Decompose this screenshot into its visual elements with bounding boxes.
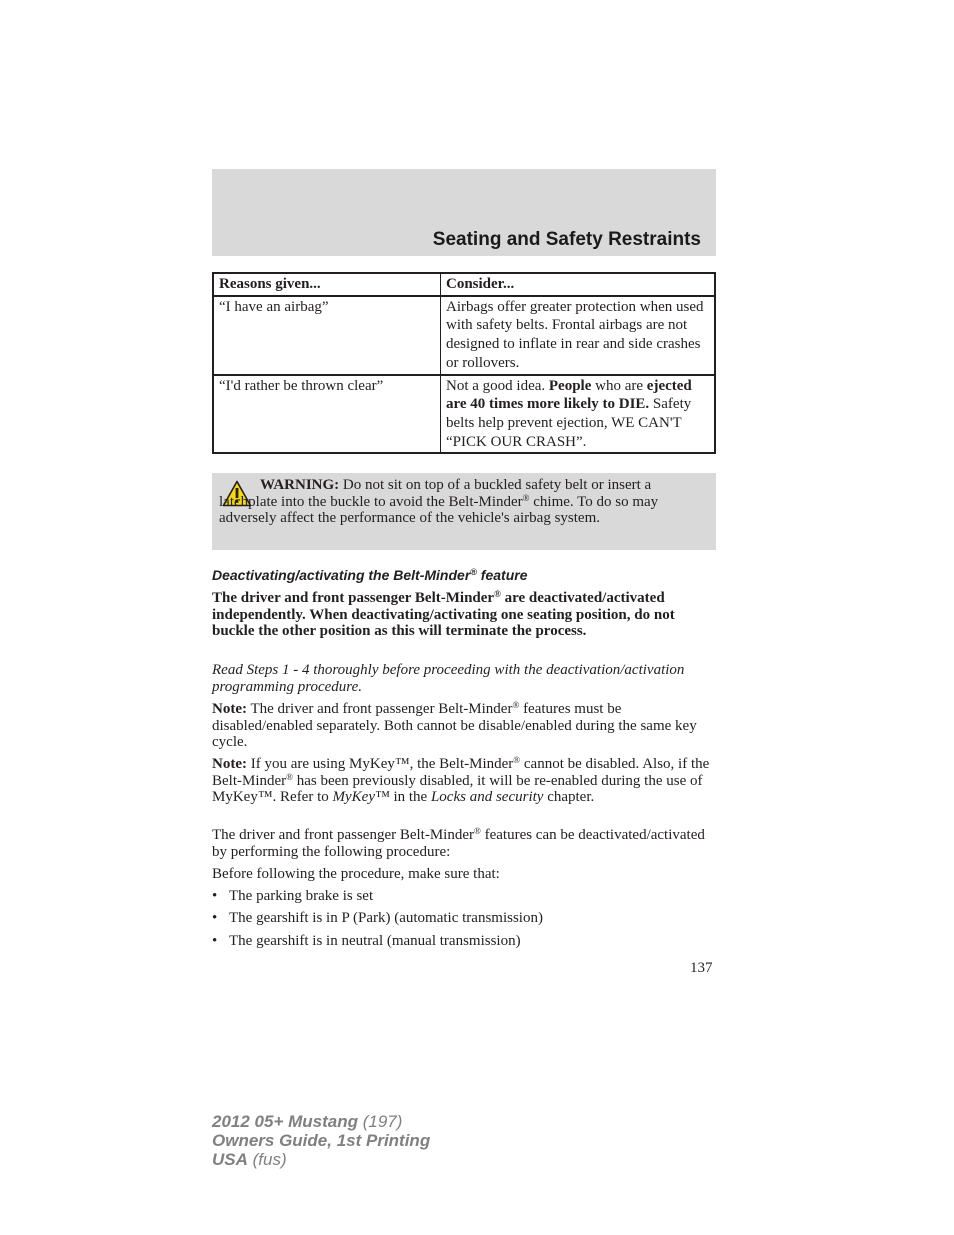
footer-line-region: USA (fus)	[212, 1150, 287, 1169]
list-item: • The parking brake is set	[212, 888, 374, 904]
table-header-consider: Consider...	[441, 273, 716, 296]
footer-line-guide: Owners Guide, 1st Printing	[212, 1131, 431, 1150]
intro-paragraph: The driver and front passenger Belt-Minder® are deactivated/activated independently. When deactivating/activating one seating position, do not buckle the other position as this will terminate the process.	[212, 589, 675, 639]
table-cell-reason: “I have an airbag”	[213, 296, 441, 375]
procedure-paragraph: The driver and front passenger Belt-Minder® features can be deactivated/activated by performing the following procedure:	[212, 826, 705, 860]
warning-box	[212, 473, 716, 550]
table-cell-reason: “I'd rather be thrown clear”	[213, 375, 441, 454]
document-footer	[212, 1112, 430, 1169]
footer-line-model: 2012 05+ Mustang (197)	[212, 1112, 403, 1131]
table-header-reasons: Reasons given...	[213, 273, 441, 296]
list-item: • The gearshift is in neutral (manual transmission)	[212, 933, 521, 949]
instruction-paragraph: Read Steps 1 - 4 thoroughly before proceeding with the deactivation/activation programming procedure.	[212, 662, 685, 695]
table-row	[213, 296, 715, 375]
warning-text: WARNING: Do not sit on top of a buckled safety belt or insert a latchplate into the buckle to avoid the Belt-Minder® chime. To do so may adversely affect the performance of the vehicle's airbag system.	[219, 477, 659, 526]
note-paragraph-mykey: Note: If you are using MyKey™, the Belt-Minder® cannot be disabled. Also, if the Belt-Minder® has been previously disabled, it will be re-enabled during the use of MyKey™. Refer to MyKey™ in the Locks and security chapter.	[212, 755, 710, 805]
table-cell-consider: Airbags offer greater protection when used with safety belts. Frontal airbags are not designed to inflate in rear and side crashes or rollovers.	[441, 296, 716, 375]
page-header	[212, 169, 716, 256]
list-item: • The gearshift is in P (Park) (automatic transmission)	[212, 910, 543, 926]
chapter-title: Seating and Safety Restraints	[432, 229, 701, 250]
reasons-table	[212, 272, 716, 454]
checklist-intro: Before following the procedure, make sure that:	[212, 866, 500, 882]
table-row	[213, 375, 715, 454]
page-number: 137	[690, 960, 713, 976]
table-header-row	[213, 273, 715, 296]
section-heading: Deactivating/activating the Belt-Minder® feature	[212, 567, 528, 583]
warning-label: WARNING:	[260, 477, 340, 493]
note-paragraph: Note: The driver and front passenger Belt-Minder® features must be disabled/enabled separately. Both cannot be disable/enabled during the same key cycle.	[212, 700, 697, 750]
table-cell-consider: Not a good idea. People who are ejected are 40 times more likely to DIE. Safety belts help prevent ejection, WE CAN'T “PICK OUR CRASH”.	[441, 375, 716, 454]
